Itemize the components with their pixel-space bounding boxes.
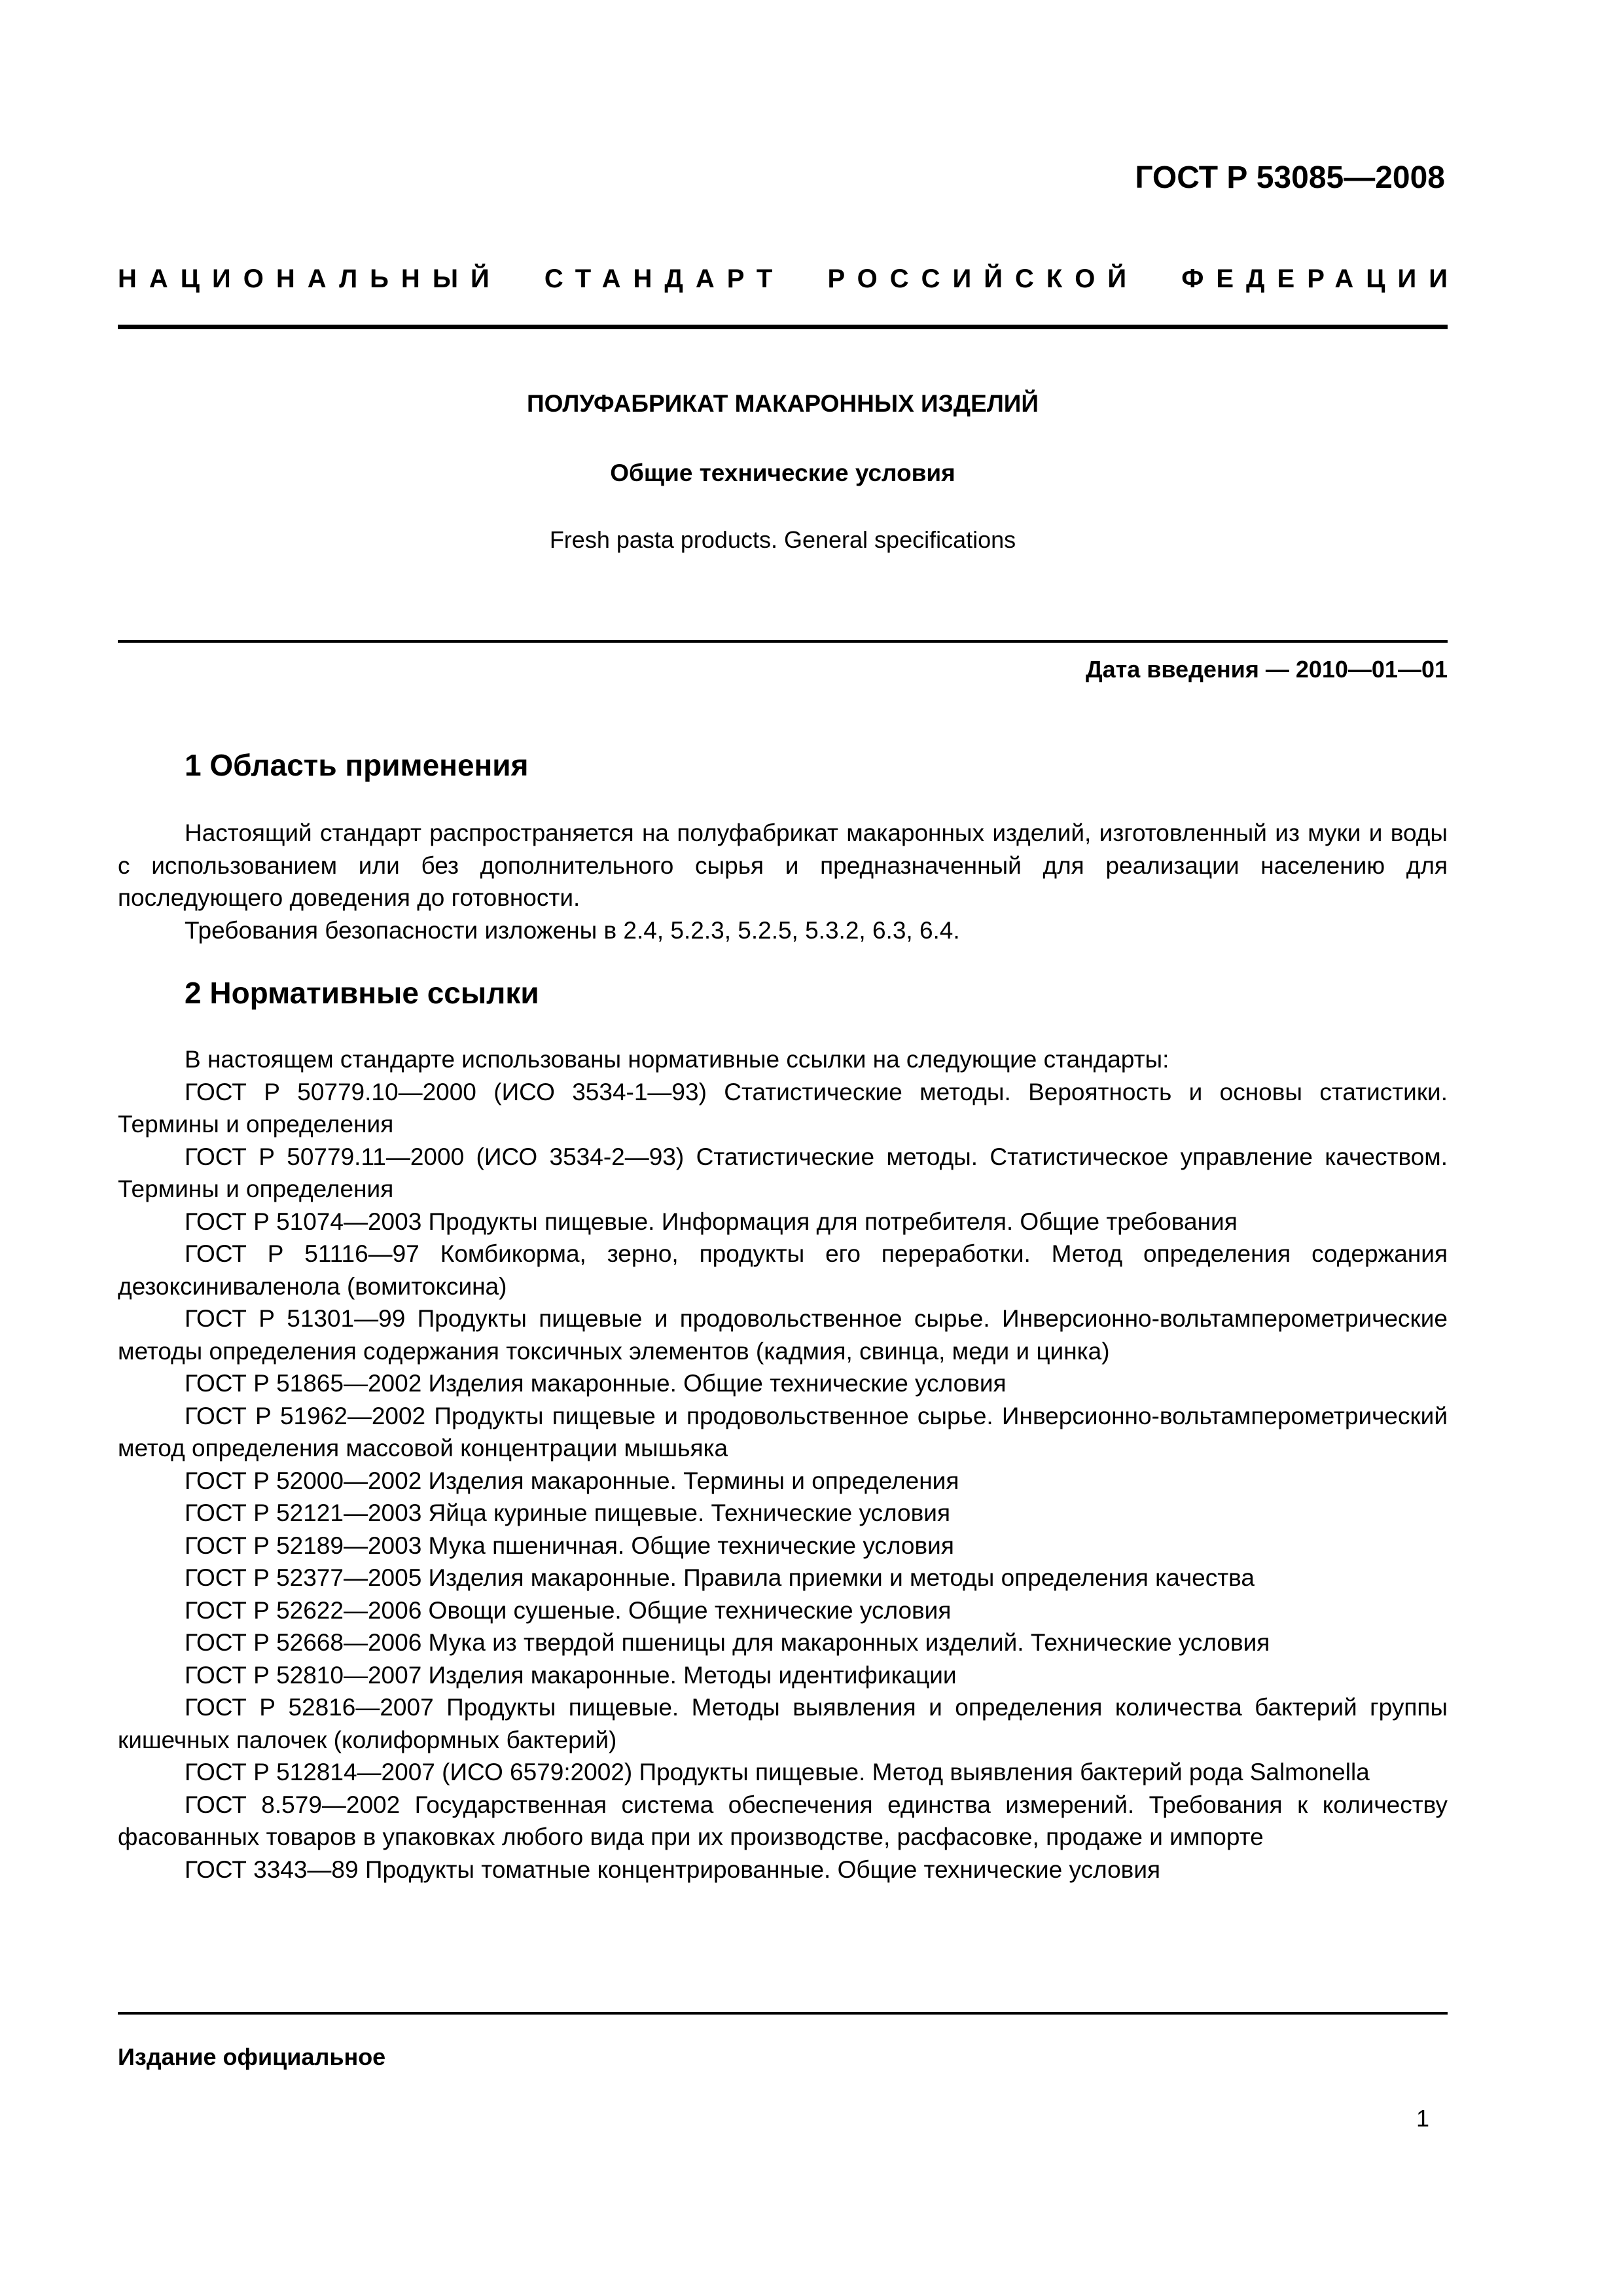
- document-title: ПОЛУФАБРИКАТ МАКАРОННЫХ ИЗДЕЛИЙ: [526, 390, 1039, 417]
- banner-word: ФЕДЕРАЦИИ: [1181, 264, 1460, 293]
- reference-item: ГОСТ Р 512814—2007 (ИСО 6579:2002) Продукты пищевые. Метод выявления бактерий рода Salmonella: [185, 1759, 1370, 1785]
- reference-item: ГОСТ Р 52189—2003 Мука пшеничная. Общие технические условия: [185, 1532, 954, 1559]
- reference-item: ГОСТ Р 50779.11—2000 (ИСО 3534-2—93) Статистические методы. Статистическое управление качеством. Термины и определения: [118, 1143, 1448, 1202]
- footer-divider: [118, 2012, 1448, 2015]
- references-intro: В настоящем стандарте использованы нормативные ссылки на следующие стандарты:: [185, 1046, 1169, 1073]
- paragraph: Требования безопасности изложены в 2.4, 5.2.3, 5.2.5, 5.3.2, 6.3, 6.4.: [185, 916, 960, 944]
- section-2-heading: 2 Нормативные ссылки: [185, 976, 539, 1010]
- reference-item: ГОСТ Р 52668—2006 Мука из твердой пшеницы для макаронных изделий. Технические условия: [185, 1629, 1270, 1656]
- title-divider: [118, 640, 1448, 643]
- reference-item: ГОСТ Р 52000—2002 Изделия макаронные. Термины и определения: [185, 1467, 959, 1494]
- section-1-heading: 1 Область применения: [185, 748, 529, 782]
- national-standard-banner: [118, 264, 1460, 294]
- reference-item: ГОСТ 3343—89 Продукты томатные концентрированные. Общие технические условия: [185, 1856, 1161, 1883]
- references-list: [118, 1043, 1448, 1886]
- document-subtitle: Общие технические условия: [610, 459, 955, 486]
- document-title-english: Fresh pasta products. General specifications: [549, 526, 1016, 553]
- page-number: 1: [1416, 2105, 1429, 2132]
- section-1-body: [118, 817, 1448, 946]
- document-number: ГОСТ Р 53085—2008: [1135, 160, 1445, 195]
- banner-word: СТАНДАРТ: [544, 264, 785, 293]
- introduction-date: Дата введения — 2010—01—01: [1085, 656, 1448, 683]
- paragraph: Настоящий стандарт распространяется на полуфабрикат макаронных изделий, изготовленный из муки и воды с использованием или без дополнительного сырья и предназначенный для реализации населению для последующего доведения до готовности.: [118, 819, 1448, 911]
- banner-word: НАЦИОНАЛЬНЫЙ: [118, 264, 502, 293]
- reference-item: ГОСТ Р 52377—2005 Изделия макаронные. Правила приемки и методы определения качества: [185, 1564, 1255, 1591]
- banner-word: РОССИЙСКОЙ: [827, 264, 1139, 293]
- reference-item: ГОСТ Р 52816—2007 Продукты пищевые. Методы выявления и определения количества бактерий группы кишечных палочек (колиформных бактерий): [118, 1694, 1448, 1753]
- reference-item: ГОСТ Р 51301—99 Продукты пищевые и продовольственное сырье. Инверсионно-вольтамперометрические методы определения содержания токсичных элементов (кадмия, свинца, меди и цинка): [118, 1305, 1448, 1365]
- reference-item: ГОСТ Р 52622—2006 Овощи сушеные. Общие технические условия: [185, 1596, 952, 1624]
- reference-item: ГОСТ Р 52810—2007 Изделия макаронные. Методы идентификации: [185, 1661, 957, 1689]
- header-divider: [118, 325, 1448, 329]
- reference-item: ГОСТ Р 51074—2003 Продукты пищевые. Информация для потребителя. Общие требования: [185, 1208, 1238, 1235]
- reference-item: ГОСТ Р 51116—97 Комбикорма, зерно, продукты его переработки. Метод определения содержания дезоксиниваленола (вомитоксина): [118, 1240, 1448, 1300]
- reference-item: ГОСТ 8.579—2002 Государственная система обеспечения единства измерений. Требования к количеству фасованных товаров в упаковках любого вида при их производстве, расфасовке, продаже и импорте: [118, 1791, 1448, 1850]
- reference-item: ГОСТ Р 51865—2002 Изделия макаронные. Общие технические условия: [185, 1370, 1007, 1397]
- reference-item: ГОСТ Р 51962—2002 Продукты пищевые и продовольственное сырье. Инверсионно-вольтамперометрический метод определения массовой концентрации мышьяка: [118, 1402, 1448, 1462]
- reference-item: ГОСТ Р 50779.10—2000 (ИСО 3534-1—93) Статистические методы. Вероятность и основы статистики. Термины и определения: [118, 1078, 1448, 1138]
- reference-item: ГОСТ Р 52121—2003 Яйца куриные пищевые. Технические условия: [185, 1499, 950, 1526]
- official-edition-label: Издание официальное: [118, 2043, 386, 2070]
